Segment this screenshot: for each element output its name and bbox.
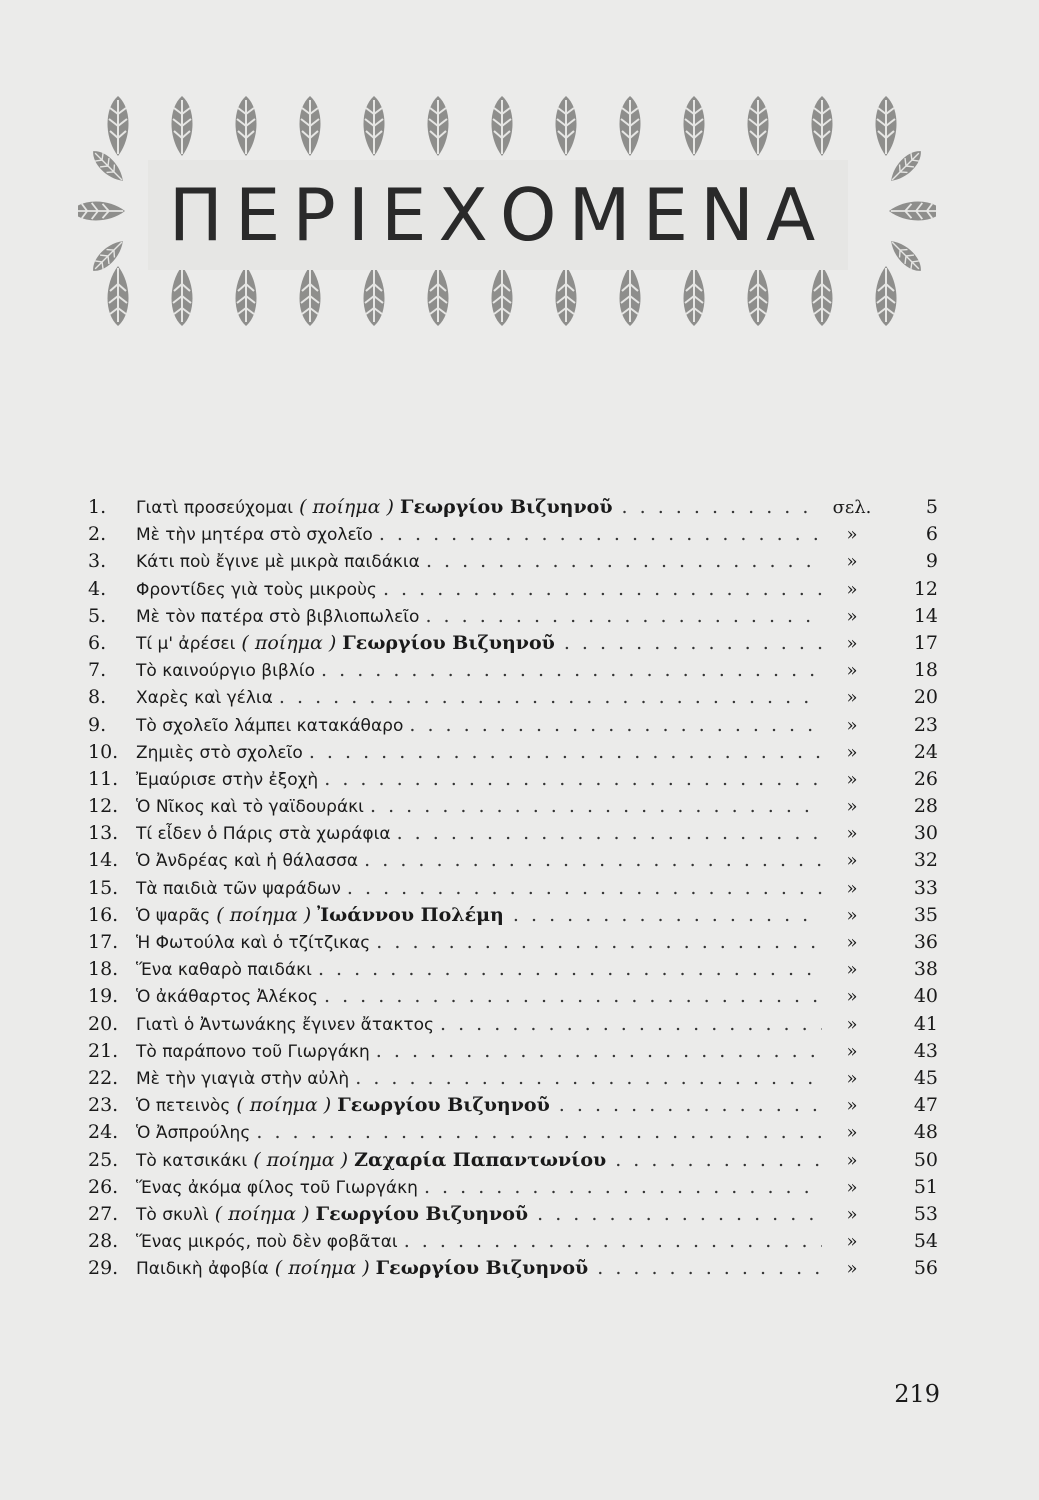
toc-page: 23 (913, 713, 938, 736)
toc-row (88, 657, 948, 684)
toc-title: Ὁ Ἀνδρέας καὶ ἡ θάλασσα (136, 851, 359, 872)
toc-row (88, 929, 948, 956)
leaf-icon (889, 202, 936, 221)
toc-row (88, 1228, 948, 1255)
toc-mark: » (846, 1122, 858, 1144)
toc-title: Ὁ Ἀσπρούλης (136, 1123, 251, 1144)
toc-number: 27. (88, 1202, 119, 1225)
toc-row (88, 793, 948, 820)
toc-title: Ἡ Φωτούλα καὶ ὁ τζίτζικας (136, 933, 371, 953)
leaf-icon (172, 266, 193, 326)
toc-mark: » (846, 632, 858, 654)
toc-number: 29. (88, 1257, 119, 1280)
toc-number: 8. (88, 686, 107, 709)
toc-title: Ὁ πετεινὸς (136, 1096, 231, 1117)
leaf-icon (364, 96, 385, 156)
toc-title: Μὲ τὴν μητέρα στὸ σχολεῖο (136, 525, 373, 546)
toc-page: 18 (913, 659, 938, 682)
toc-row (88, 603, 948, 630)
toc-page: 48 (913, 1121, 938, 1144)
toc-number: 2. (88, 523, 107, 546)
toc-row (88, 956, 948, 983)
toc-title: Τὸ καινούργιο βιβλίο (136, 661, 315, 682)
toc-row (88, 1092, 948, 1119)
toc-number: 4. (88, 577, 107, 600)
toc-title: Φροντίδες γιὰ τοὺς μικροὺς (136, 579, 377, 600)
leaf-icon (684, 266, 705, 326)
toc-row (88, 1201, 948, 1228)
toc-page: 50 (913, 1148, 938, 1171)
toc-number: 12. (88, 795, 119, 818)
toc-row (88, 766, 948, 793)
toc-number: 26. (88, 1175, 119, 1198)
page-number: 219 (894, 1380, 940, 1408)
toc-title: Ἕνας μικρός, ποὺ δὲν φοβᾶται (136, 1232, 398, 1253)
toc-mark: » (846, 1231, 858, 1253)
toc-title: Τὸ παράπονο τοῦ Γιωργάκη (136, 1041, 370, 1062)
toc-page: 47 (913, 1094, 938, 1117)
toc-row (88, 902, 948, 929)
toc-row (88, 1065, 948, 1092)
toc-title: Ὁ ἀκάθαρτος Ἀλέκος (136, 987, 318, 1008)
toc-page: 36 (913, 931, 938, 953)
toc-author: Γεωργίου Βιζυηνοῦ (375, 1257, 589, 1280)
toc-page: 24 (913, 740, 938, 763)
toc-page: 20 (913, 686, 938, 709)
toc-title: Ἕνα καθαρὸ παιδάκι (136, 960, 312, 981)
toc-row (88, 1255, 948, 1282)
toc-note: ( ποίημα ) (241, 631, 337, 654)
page-title: ΠΕΡΙΕΧΟΜΕΝΑ (168, 173, 828, 257)
toc-mark: » (846, 904, 858, 926)
leaf-icon (812, 96, 833, 156)
toc-page: 35 (913, 903, 938, 926)
toc-row (88, 1174, 948, 1201)
toc-mark: » (846, 660, 858, 682)
toc-page: 54 (913, 1230, 938, 1253)
toc-number: 20. (88, 1012, 119, 1035)
toc-number: 25. (88, 1148, 119, 1171)
toc-page: 28 (913, 795, 938, 818)
toc-number: 11. (88, 767, 119, 790)
toc-mark: » (846, 714, 858, 736)
toc-row (88, 521, 948, 548)
toc-title: Ὁ Νῖκος καὶ τὸ γαϊδουράκι (136, 797, 364, 818)
toc-page: 41 (913, 1012, 938, 1035)
leaf-icon (492, 96, 513, 156)
toc-title: Τὰ παιδιὰ τῶν ψαράδων (136, 878, 341, 899)
toc-number: 18. (88, 958, 119, 981)
toc-title: Ὁ ψαρᾶς (136, 905, 211, 926)
toc-number: 9. (88, 713, 107, 736)
toc-title: Τὸ σκυλὶ (136, 1204, 209, 1225)
toc-mark: » (846, 1258, 858, 1280)
toc-page: 53 (913, 1202, 938, 1225)
toc-row (88, 1011, 948, 1038)
toc-page: 26 (913, 767, 938, 790)
toc-mark: » (846, 1095, 858, 1117)
toc-mark: » (846, 877, 858, 899)
toc-page: 45 (913, 1066, 938, 1089)
toc-title: Κάτι ποὺ ἔγινε μὲ μικρὰ παιδάκια (136, 552, 420, 573)
toc-row (88, 875, 948, 902)
toc-row (88, 820, 948, 847)
toc-number: 5. (88, 604, 107, 627)
toc-mark: » (846, 1040, 858, 1062)
toc-row (88, 1119, 948, 1146)
toc-number: 19. (88, 985, 119, 1008)
toc-author: Ἰωάννου Πολέμη (317, 903, 504, 926)
toc-number: 1. (88, 496, 107, 518)
leaf-icon (684, 96, 705, 156)
toc-note: ( ποίημα ) (236, 1094, 332, 1117)
toc-title: Γιατὶ προσεύχομαι (136, 498, 294, 518)
leaf-icon (620, 96, 641, 156)
toc-mark: » (846, 1067, 858, 1089)
toc-number: 10. (88, 740, 119, 763)
toc-number: 28. (88, 1230, 119, 1253)
toc-title: Μὲ τὴν γιαγιὰ στὴν αὐλὴ (136, 1068, 350, 1089)
toc-author: Γεωργίου Βιζυηνοῦ (342, 631, 555, 654)
toc-number: 14. (88, 849, 119, 872)
leaf-icon (78, 202, 125, 221)
toc-page: 33 (913, 876, 938, 899)
toc-page: 30 (913, 822, 938, 845)
leaf-icon (556, 96, 577, 156)
toc-page: 56 (913, 1257, 938, 1280)
toc-row (88, 1147, 948, 1174)
leaf-icon (428, 96, 449, 156)
table-of-contents (88, 494, 948, 1282)
toc-title: Τί εἶδεν ὁ Πάρις στὰ χωράφια (136, 824, 391, 845)
leaf-icon (300, 96, 321, 156)
toc-note: ( ποίημα ) (253, 1148, 349, 1171)
leaf-icon (172, 96, 193, 156)
toc-page: 5 (925, 496, 938, 518)
toc-row (88, 712, 948, 739)
leaf-icon (620, 266, 641, 326)
toc-note: ( ποίημα ) (214, 1202, 310, 1225)
leaf-icon (88, 236, 128, 276)
toc-mark: » (846, 1203, 858, 1225)
toc-author: Γεωργίου Βιζυηνοῦ (337, 1094, 550, 1117)
toc-number: 24. (88, 1121, 119, 1144)
toc-row (88, 847, 948, 874)
toc-page: 43 (913, 1039, 938, 1062)
toc-mark: » (846, 986, 858, 1008)
toc-mark: » (846, 1176, 858, 1198)
toc-title: Ἕνας ἀκόμα φίλος τοῦ Γιωργάκη (136, 1177, 418, 1198)
toc-title: Χαρὲς καὶ γέλια (136, 688, 273, 709)
toc-note: ( ποίημα ) (274, 1257, 370, 1280)
toc-mark: » (846, 551, 858, 573)
leaf-icon (812, 266, 833, 326)
leaf-icon (876, 266, 897, 326)
leaf-icon (108, 266, 129, 326)
toc-title: Μὲ τὸν πατέρα στὸ βιβλιοπωλεῖο (136, 606, 420, 627)
toc-author: Γεωργίου Βιζυηνοῦ (399, 496, 613, 518)
toc-mark: » (846, 1149, 858, 1171)
toc-mark: σελ. (832, 497, 872, 518)
toc-mark: » (846, 524, 858, 546)
leaf-icon (108, 96, 129, 156)
toc-author: Γεωργίου Βιζυηνοῦ (315, 1202, 529, 1225)
toc-row (88, 739, 948, 766)
toc-number: 23. (88, 1094, 119, 1117)
leaf-icon (492, 266, 513, 326)
toc-page: 40 (913, 985, 938, 1008)
toc-mark: » (846, 850, 858, 872)
toc-mark: » (846, 796, 858, 818)
toc-number: 13. (88, 822, 119, 845)
toc-title: Τὸ κατσικάκι (136, 1150, 248, 1171)
toc-mark: » (846, 741, 858, 763)
leaf-icon (88, 146, 128, 186)
toc-number: 21. (88, 1039, 119, 1062)
toc-page: 9 (925, 550, 938, 573)
toc-row (88, 548, 948, 575)
toc-row (88, 684, 948, 711)
leaf-icon (236, 266, 257, 326)
toc-note: ( ποίημα ) (299, 496, 394, 518)
toc-mark: » (846, 605, 858, 627)
toc-page: 6 (925, 523, 938, 546)
title-panel (148, 160, 848, 270)
toc-page: 14 (913, 604, 938, 627)
toc-number: 7. (88, 659, 107, 682)
toc-number: 17. (88, 931, 119, 953)
toc-title: Γιατὶ ὁ Ἀντωνάκης ἔγινεν ἄτακτος (136, 1014, 434, 1035)
toc-mark: » (846, 932, 858, 953)
toc-number: 16. (88, 903, 119, 926)
toc-title: Ἐμαύρισε στὴν ἐξοχὴ (136, 769, 319, 790)
toc-mark: » (846, 578, 858, 600)
toc-mark: » (846, 959, 858, 981)
leaf-icon (364, 266, 385, 326)
leaf-icon (748, 266, 769, 326)
leaf-icon (876, 96, 897, 156)
toc-row (88, 576, 948, 603)
toc-page: 38 (913, 958, 938, 981)
toc-row (88, 494, 948, 521)
toc-title: Τὸ σχολεῖο λάμπει κατακάθαρο (136, 715, 404, 736)
toc-page: 32 (913, 849, 938, 872)
leaf-icon (236, 96, 257, 156)
toc-mark: » (846, 1013, 858, 1035)
leaf-icon (428, 266, 449, 326)
toc-number: 6. (88, 631, 107, 654)
toc-row (88, 630, 948, 657)
leaf-icon (886, 236, 926, 276)
toc-row (88, 1038, 948, 1065)
toc-number: 3. (88, 550, 107, 573)
leaf-icon (886, 146, 926, 186)
toc-page: 12 (913, 577, 938, 600)
toc-mark: » (846, 768, 858, 790)
toc-number: 15. (88, 876, 119, 899)
toc-note: ( ποίημα ) (216, 903, 312, 926)
toc-title: Ζημιὲς στὸ σχολεῖο (136, 742, 303, 763)
leaf-icon (748, 96, 769, 156)
toc-mark: » (846, 687, 858, 709)
toc-title: Παιδικὴ ἀφοβία (136, 1259, 269, 1280)
toc-title: Τί μ' ἀρέσει (136, 633, 236, 654)
leaf-icon (300, 266, 321, 326)
toc-author: Ζαχαρία Παπαντωνίου (354, 1148, 607, 1171)
toc-mark: » (846, 823, 858, 845)
leaf-icon (556, 266, 577, 326)
toc-number: 22. (88, 1066, 119, 1089)
toc-row (88, 983, 948, 1010)
toc-page: 51 (913, 1175, 938, 1198)
toc-page: 17 (913, 631, 938, 654)
